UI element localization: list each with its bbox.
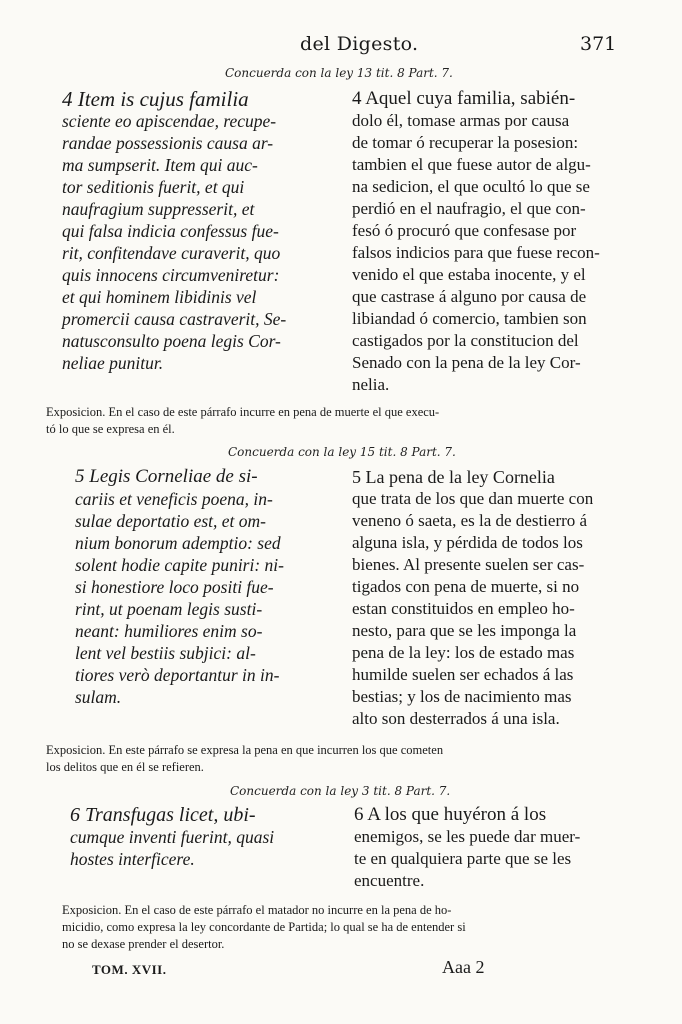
text-line: neant: humiliores enim so- bbox=[75, 621, 263, 641]
page-number: 371 bbox=[580, 33, 617, 55]
text-line: tó lo que se expresa en él. bbox=[46, 422, 175, 436]
text-line: encuentre. bbox=[354, 871, 425, 890]
text-line: sciente eo apiscendae, recupe- bbox=[62, 111, 277, 131]
text-line: rit, confitendave curaverit, quo bbox=[62, 243, 281, 263]
text-line: 6 Transfugas licet, ubi- bbox=[70, 804, 256, 826]
concordance-4: Concuerda con la ley 13 tit. 8 Part. 7. bbox=[225, 66, 453, 80]
exposition-4 bbox=[46, 404, 439, 438]
running-head: del Digesto. bbox=[300, 33, 419, 55]
text-line: alto son desterrados á una isla. bbox=[352, 709, 560, 728]
text-line: neliae punitur. bbox=[62, 353, 164, 373]
text-line: de tomar ó recuperar la posesion: bbox=[352, 133, 579, 152]
text-line: qui falsa indicia confessus fue- bbox=[62, 221, 279, 241]
text-line: naufragium suppresserit, et bbox=[62, 199, 255, 219]
latin-text-6 bbox=[70, 804, 274, 870]
text-line: dolo él, tomase armas por causa bbox=[352, 111, 570, 130]
text-line: castigados por la constitucion del bbox=[352, 331, 579, 350]
text-line: si honestiore loco positi fue- bbox=[75, 577, 274, 597]
text-line: alguna isla, y pérdida de todos los bbox=[352, 533, 583, 552]
text-line: Exposicion. En el caso de este párrafo incurre en pena de muerte el que execu- bbox=[46, 405, 440, 419]
spanish-text-4 bbox=[352, 88, 600, 396]
text-line: veneno ó saeta, es la de destierro á bbox=[352, 511, 588, 530]
text-line: cumque inventi fuerint, quasi bbox=[70, 827, 275, 847]
spanish-text-5 bbox=[352, 466, 593, 730]
text-line: enemigos, se les puede dar muer- bbox=[354, 827, 581, 846]
exposition-6 bbox=[62, 902, 466, 953]
text-line: pena de la ley: los de estado mas bbox=[352, 643, 575, 662]
text-line: no se dexase prender el desertor. bbox=[62, 937, 225, 951]
text-line: libiandad ó comercio, tambien son bbox=[352, 309, 587, 328]
text-line: perdió en el naufragio, el que con- bbox=[352, 199, 586, 218]
text-line: solent hodie capite puniri: ni- bbox=[75, 555, 284, 575]
text-line: micidio, como expresa la ley concordante de Partida; lo qual se ha de entender si bbox=[62, 920, 466, 934]
text-line: rint, ut poenam legis susti- bbox=[75, 599, 263, 619]
text-line: que trata de los que dan muerte con bbox=[352, 489, 594, 508]
exposition-5 bbox=[46, 742, 443, 776]
text-line: Exposicion. En este párrafo se expresa la pena en que incurren los que cometen bbox=[46, 743, 444, 757]
spanish-text-6 bbox=[354, 804, 580, 892]
text-line: cariis et veneficis poena, in- bbox=[75, 489, 273, 509]
text-line: nium bonorum ademptio: sed bbox=[75, 533, 281, 553]
text-line: hostes interficere. bbox=[70, 849, 195, 869]
text-line: na sedicion, el que ocultó lo que se bbox=[352, 177, 590, 196]
text-line: Senado con la pena de la ley Cor- bbox=[352, 353, 581, 372]
concordance-5: Concuerda con la ley 15 tit. 8 Part. 7. bbox=[228, 445, 456, 459]
text-line: humilde suelen ser echados á las bbox=[352, 665, 574, 684]
text-line: 6 A los que huyéron á los bbox=[354, 804, 547, 825]
text-line: tigados con pena de muerte, si no bbox=[352, 577, 580, 596]
text-line: 5 La pena de la ley Cornelia bbox=[352, 467, 555, 487]
text-line: fesó ó procuró que confesase por bbox=[352, 221, 577, 240]
text-line: nelia. bbox=[352, 375, 390, 394]
text-line: Exposicion. En el caso de este párrafo el matador no incurre en la pena de ho- bbox=[62, 903, 452, 917]
text-line: ma sumpserit. Item qui auc- bbox=[62, 155, 258, 175]
latin-text-4 bbox=[62, 88, 286, 374]
concordance-6: Concuerda con la ley 3 tit. 8 Part. 7. bbox=[230, 784, 451, 798]
text-line: estan constituidos en empleo ho- bbox=[352, 599, 575, 618]
text-line: bestias; y los de nacimiento mas bbox=[352, 687, 572, 706]
text-line: 5 Legis Corneliae de si- bbox=[75, 466, 258, 487]
text-line: tiores verò deportantur in in- bbox=[75, 665, 280, 685]
text-line: 4 Item is cujus familia bbox=[62, 87, 249, 111]
text-line: los delitos que en él se refieren. bbox=[46, 760, 204, 774]
text-line: lent vel bestiis subjici: al- bbox=[75, 643, 256, 663]
text-line: tambien el que fuese autor de algu- bbox=[352, 155, 591, 174]
text-line: que castrase á alguno por causa de bbox=[352, 287, 587, 306]
signature-mark: Aaa 2 bbox=[442, 957, 485, 977]
text-line: falsos indicios para que fuese recon- bbox=[352, 243, 600, 262]
text-line: natusconsulto poena legis Cor- bbox=[62, 331, 281, 351]
text-line: te en qualquiera parte que se les bbox=[354, 849, 572, 868]
text-line: promercii causa castraverit, Se- bbox=[62, 309, 287, 329]
text-line: tor seditionis fuerit, et qui bbox=[62, 177, 245, 197]
text-line: sulae deportatio est, et om- bbox=[75, 511, 267, 531]
volume-label: TOM. XVII. bbox=[92, 962, 167, 977]
latin-text-5 bbox=[75, 466, 284, 708]
text-line: et qui hominem libidinis vel bbox=[62, 287, 257, 307]
text-line: randae possessionis causa ar- bbox=[62, 133, 274, 153]
text-line: quis innocens circumveniretur: bbox=[62, 265, 280, 285]
text-line: venido el que estaba inocente, y el bbox=[352, 265, 586, 284]
text-line: bienes. Al presente suelen ser cas- bbox=[352, 555, 585, 574]
text-line: 4 Aquel cuya familia, sabién- bbox=[352, 88, 576, 109]
text-line: sulam. bbox=[75, 687, 122, 707]
text-line: nesto, para que se les imponga la bbox=[352, 621, 577, 640]
